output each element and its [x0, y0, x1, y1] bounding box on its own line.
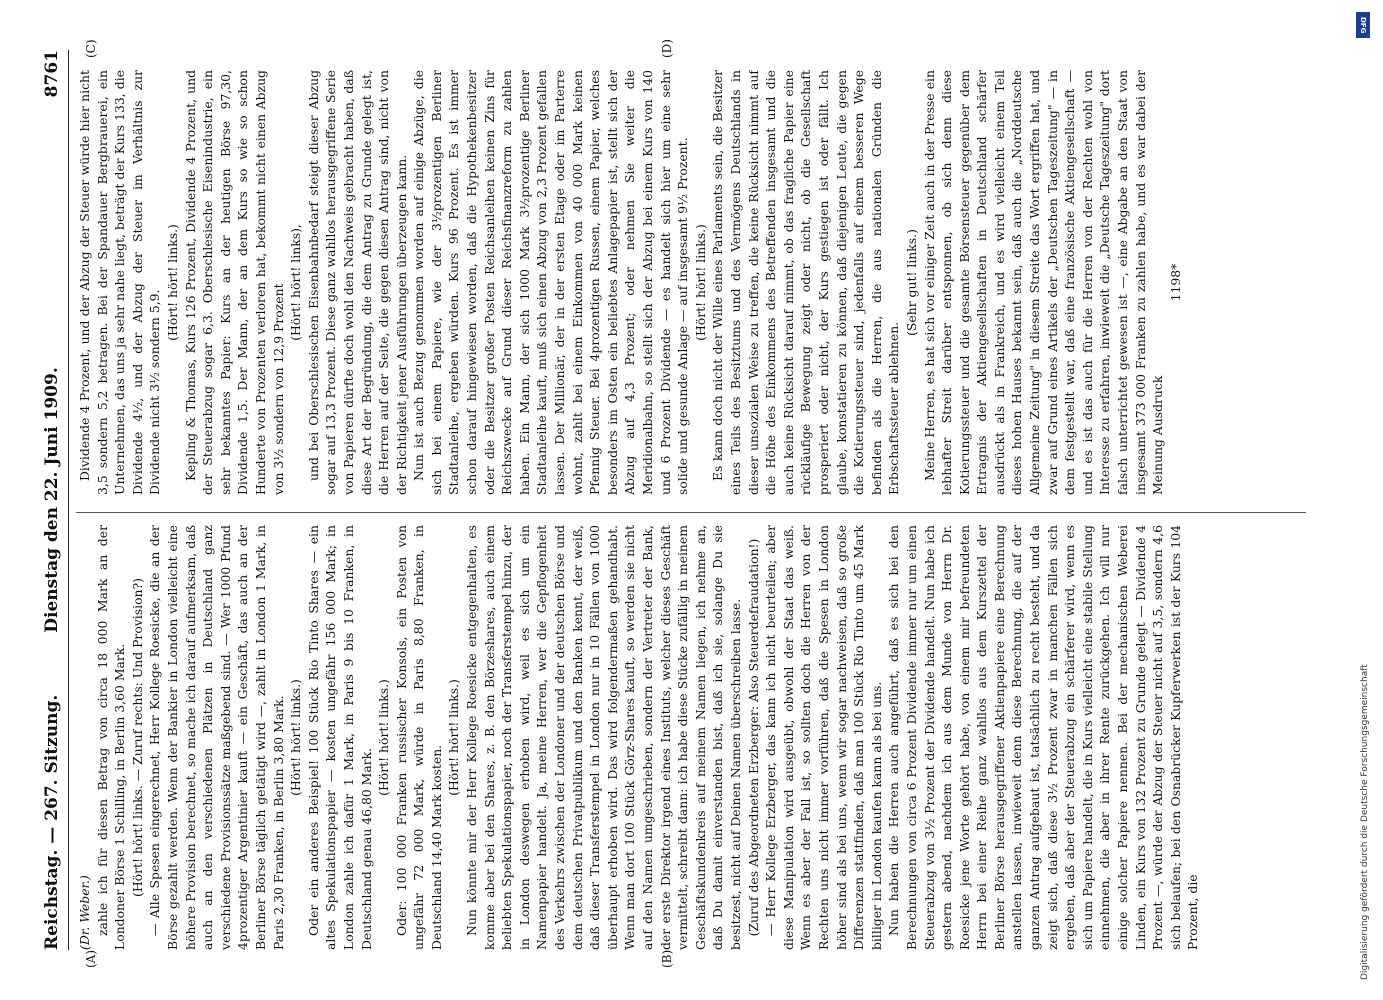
paragraph: Oder ein anderes Beispiel! 100 Stück Rio Tinto Shares — ein altes Spekulationspapier — kosten ungefähr 156 000 Mark; in London zahle ich dafür 1 Mark, in Paris 9 bis 10 Franken, in Deutschland genau 46,80 Mark.: [305, 525, 374, 950]
column-left: [76, 525, 1306, 950]
interjection: (Hört! hört! links.): [288, 679, 304, 796]
column-divider: [76, 512, 1306, 513]
credit-strip: [1350, 20, 1380, 980]
paragraph: — Herr Kollege Erzberger, das kann ich nicht beurteilen; aber diese Manipulation wird ausgeübt, obwohl der Staat das weiß. Wenn es aber der Fall ist, so sollten doch die Herren von der Rechten uns nicht immer vorführen, daß die Spesen in London höher sind als bei uns, wenn wir sogar nachweisen, daß so große Differenzen stattfinden, daß man 100 Stück Rio Tinto um 45 Mark billiger in London kaufen kann als bei uns.: [763, 525, 884, 950]
rotated-page: [40, 30, 1340, 970]
paragraph: Nun könnte mir der Herr Kollege Roesicke entgegenhalten, es komme aber bei den Shares, z. B. den Börzeshares, auch einem beliebten Spekulationspapier, noch der Transferstempel hinzu, der in London deswegen erhoben wird, weil es sich um ein Namenpapier handelt. Ja, meine Herren, wer die Gepflogenheit des Verkehrs zwischen der Londoner und der deutschen Börse und dem deutschen Privatpublikum und den Banken kennt, der weiß, daß dieser Transferstempel in London nur in 10 Fällen von 1000 überhaupt erhoben wird. Das wird folgendermaßen gehandhabt. Wenn man dort 100 Stück Görz-Shares kauft, so werden sie nicht auf den Namen umgeschrieben, sondern der Vertreter der Bank, der erste Direktor irgend eines Instituts, welcher dieses Geschäft vermittelt, schreibt dann: ich habe diese Stücke zufällig in meinem Geschäftskundenkreis auf meinem Namen liegen, ich nehme an, daß Du damit einverstanden bist, daß ich sie, solange Du sie besitzest, nicht auf Deinen Namen überschreiben lasse.: [464, 525, 743, 950]
dfg-logo: DFG: [1356, 12, 1370, 38]
interjection: (Sehr gut! links.): [903, 229, 919, 336]
credit-text: Digitalisierung gefördert durch die Deutsche Forschungsgemeinschaft: [1360, 664, 1370, 980]
paragraph: zahle ich für diesen Betrag von circa 18 000 Mark an der Londoner Börse 1 Schilling, in Berlin 3,60 Mark.: [94, 525, 128, 950]
paragraph: und bei Oberschlesischen Eisenbahnbedarf steigt dieser Abzug sogar auf 13,3 Prozent. Diese ganz wahllos herausgegriffene Serie von Papieren dürfte doch wohl den Nachweis gebracht haben, daß diese Art der Begründung, die dem Antrag zu Grunde gelegt ist, die Herren auf der Seite, die gegen diesen Antrag sind, nicht von der Richtigkeit jener Ausführungen überzeugen kann.: [305, 70, 409, 495]
header-center: Dienstag den 22. Juni 1909.: [42, 367, 62, 633]
interjection: (Hört! hört! links.): [164, 224, 180, 341]
page-header: [40, 50, 69, 950]
header-left: Reichstag. — 267. Sitzung.: [42, 694, 62, 950]
page-number: 8761: [42, 50, 62, 98]
paragraph: Es kann doch nicht der Wille eines Parlaments sein, die Besitzer eines Teils des Besitztums und des Vermögens Deutschlands in dieser unsozialen Weise zu treffen, die keine Rücksicht nimmt auf die Höhe des Einkommens des Betreffenden insgesamt und die auch keine Rücksicht darauf nimmt, ob das fragliche Papier eine rückläufige Bewegung zeigt oder nicht, ob die Gesellschaft prosperiert oder nicht, der Kurs gestiegen ist oder fällt. Ich glaube, konstatieren zu können, daß diejenigen Leute, die gegen die Kotierungssteuer sind, jedenfalls auf einem besseren Wege befinden als die Herren, die aus nationalen Gründen die Erbschaftssteuer ablehnen.: [710, 70, 902, 495]
paragraph: Meine Herren, es hat sich vor einiger Zeit auch in der Presse ein lebhafter Streit darüber entsponnen, ob sich denn diese Kotierungssteuer und die gesamte Börsensteuer gegenüber dem Ertragnis der Aktiengesellschaften in Deutschland schärfer ausdrückt als in Frankreich, und es wird vielleicht einem Teil dieses hohen Hauses bekannt sein, daß auch die „Norddeutsche Allgemeine Zeitung" in diesem Streite das Wort ergriffen hat, und zwar auf Grund eines Artikels der „Deutschen Tageszeitung" — in dem festgestellt war, daß eine französische Aktiengesellschaft — und es ist das auch für die Herren von der Rechten wohl von Interesse zu erfahren, inwieweit die „Deutsche Tageszeitung" dort falsch unterrichtet gewesen ist —, eine Abgabe an den Staat von insgesamt 373 000 Franken zu zahlen habe, und es war dabei der Meinung Ausdruck: [921, 70, 1166, 495]
speaker-tag: (Dr. Weber.): [77, 875, 92, 950]
margin-mark-c: (C): [84, 39, 98, 58]
interjection: (Hört! hört! links),: [288, 224, 304, 341]
footer-note: 1198*: [1167, 263, 1183, 302]
paragraph: Oder: 100 000 Franken russischer Konsols, ein Posten von ungefähr 72 000 Mark, würde in Paris 8,80 Franken, in Deutschland 14,40 Mark kosten.: [393, 525, 444, 950]
paragraph: — Alle Spesen eingerechnet, Herr Kollege Roesicke, die an der Börse gezahlt werden. Wenn der Bankier in London vielleicht eine höhere Provision berechnet, so mache ich darauf aufmerksam, daß auch an den verschiedenen Plätzen in Deutschland ganz verschiedene Provisionssätze maßgebend sind. — Wer 1000 Pfund 4prozentiger Argentinier kauft — ein Geschäft, das auch an der Berliner Börse täglich getätigt wird —, zahlt in London 1 Mark, in Paris 2,30 Franken, in Berlin 3,80 Mark.: [147, 525, 286, 950]
paragraph: Nun haben die Herren auch angeführt, daß es sich bei den Berechnungen von circa 6 Prozent Dividende immer nur um einen Steuerabzug von 3½ Prozent der Dividende handelt. Nun habe ich gestern abend, nachdem ich aus dem Munde von Herrn Dr. Roesicke jene Worte gehört habe, von einem mir befreundeten Herrn bei einer Reihe ganz wahllos aus dem Kurszettel der Berliner Börse herausgegriffener Aktienpapiere eine Berechnung anstellen lassen, inwieweit denn diese Berechnung, die auf der ganzen Antrag aufgebaut ist, tatsächlich zu recht besteht, und da zeigt sich, daß diese 3½ Prozent zwar in manchen Fällen sich ergeben, daß aber der Steuerabzug ein schärferer wird, wenn es sich um Papiere handelt, die in Kurs vielleicht eine stabile Stellung einnehmen, die aber in ihrer Rente zurückgehen. Ich will nur einige solcher Papiere nennen. Bei der mechanischen Weberei Linden, ein Kurs von 132 Prozent zu Grunde gelegt — Dividende 4 Prozent —, würde der Abzug der Steuer nicht auf 3,5, sondern 4,6 sich belaufen; bei den Osnabrücker Kupferwerken ist der Kurs 104 Prozent, die: [886, 525, 1201, 950]
interjection: (Hört! hört! links.): [446, 679, 462, 796]
margin-mark-a: (A): [84, 949, 98, 968]
interjection: (Zuruf des Abgeordneten Erzberger: Also Steuerdefraudation!): [745, 538, 761, 937]
margin-mark-d: (D): [660, 39, 674, 58]
interjection: (Hört! hört! links.): [376, 679, 392, 796]
paragraph: Kepling & Thomas, Kurs 126 Prozent, Dividende 4 Prozent, und der Steuerabzug sogar 6,3. Oberschlesische Eisenindustrie, ein sehr bekanntes Papier: Kurs an der heutigen Börse 97,30, Dividende 1,5. Der Mann, der an dem Kurs so wie so schon Hunderte von Prozenten verloren hat, bekommt nicht einen Abzug von 3½ sondern von 12,9 Prozent: [182, 70, 286, 495]
interjection: (Hört! hört! links. — Zuruf rechts: Und Provision?): [129, 577, 145, 898]
column-right: [76, 70, 1306, 495]
paragraph: Dividende 4 Prozent, und der Abzug der Steuer würde hier nicht 3,5 sondern 5,2 betragen. Bei der Spandauer Bergbrauerei, ein Unternehmen, das uns ja sehr nahe liegt, beträgt der Kurs 133, die Dividende 4½, und der Abzug der Steuer im Verhältnis zur Dividende nicht 3½ sondern 5,9.: [77, 70, 163, 495]
paragraph: Nun ist auch Bezug genommen worden auf einige Abzüge, die sich bei einem Papiere, wie der 3½prozentigen Berliner Stadtanleihe, ergeben würden. Kurs 96 Prozent. Es ist immer schon darauf hingewiesen worden, daß die Hypothekenbesitzer oder die Besitzer großer Posten Reichsanleihen keinen Zins für Reichszwecke auf Grund dieser Reichsfinanzreform zu zahlen haben. Ein Mann, der sich 1000 Mark 3½prozentige Berliner Stadtanleihe kauft, muß sich einen Abzug von 2,3 Prozent gefallen lassen. Der Millionär, der in der ersten Etage oder im Parterre wohnt, zahlt bei einem Einkommen von 40 000 Mark keinen Pfennig Steuer. Bei 4prozentigen Russen, einem Papier, welches besonders im Osten ein beliebtes Anlagepapier ist, stellt sich der Abzug auf 4,3 Prozent; oder nehmen Sie weiter die Meridionalbahn, so stellt sich der Abzug bei einem Kurs von 140 und 6 Prozent Dividende — es handelt sich hier um eine sehr solide und gesunde Anlage — auf insgesamt 9½ Prozent.: [411, 70, 691, 495]
margin-mark-b: (B): [660, 949, 674, 968]
interjection: (Hört! hört! links.): [692, 224, 708, 341]
